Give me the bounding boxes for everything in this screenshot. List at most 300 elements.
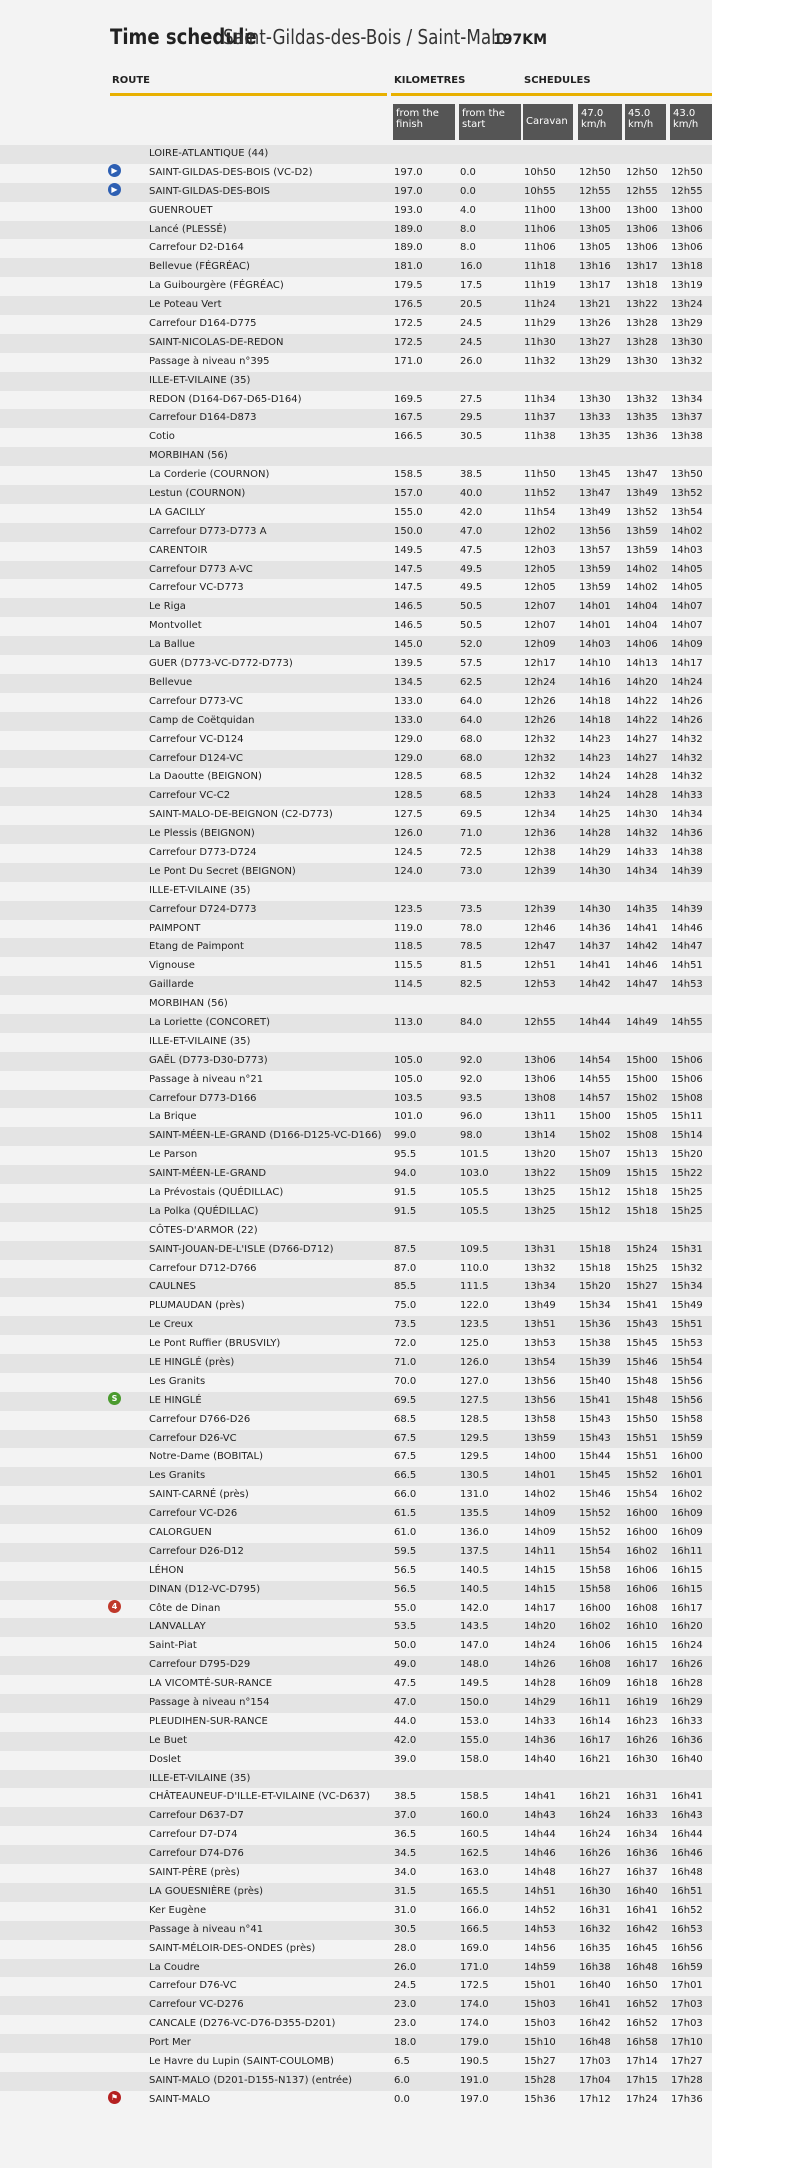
time-caravan: 11h52 xyxy=(524,488,556,500)
km-from-finish: 145.0 xyxy=(394,639,423,651)
time-45: 16h31 xyxy=(626,1791,658,1803)
km-from-start: 137.5 xyxy=(460,1545,489,1557)
time-43: 13h18 xyxy=(671,261,703,273)
play-icon: ▶ xyxy=(108,183,121,196)
km-from-start: 71.0 xyxy=(460,828,483,840)
time-47: 15h43 xyxy=(579,1432,611,1444)
place-name: SAINT-CARNÉ (près) xyxy=(149,1489,249,1501)
km-from-finish: 26.0 xyxy=(394,1961,417,1973)
place-name: La Loriette (CONCORET) xyxy=(149,1016,270,1028)
time-43: 13h06 xyxy=(671,242,703,254)
time-43: 14h39 xyxy=(671,865,703,877)
time-caravan: 12h36 xyxy=(524,828,556,840)
km-from-finish: 94.0 xyxy=(394,1168,417,1180)
km-from-finish: 181.0 xyxy=(394,261,423,273)
time-45: 15h48 xyxy=(626,1394,658,1406)
km-from-finish: 70.0 xyxy=(394,1375,417,1387)
km-from-start: 135.5 xyxy=(460,1508,489,1520)
table-row xyxy=(0,768,712,787)
time-45: 13h32 xyxy=(626,393,658,405)
time-45: 15h24 xyxy=(626,1243,658,1255)
time-43: 15h31 xyxy=(671,1243,703,1255)
time-caravan: 11h32 xyxy=(524,355,556,367)
time-43: 14h26 xyxy=(671,695,703,707)
km-from-finish: 166.5 xyxy=(394,431,423,443)
time-caravan: 14h11 xyxy=(524,1545,556,1557)
place-name: LA VICOMTÉ-SUR-RANCE xyxy=(149,1678,273,1690)
km-from-start: 40.0 xyxy=(460,488,483,500)
place-name: SAINT-MÉEN-LE-GRAND xyxy=(149,1168,267,1180)
time-caravan: 14h20 xyxy=(524,1621,556,1633)
time-47: 16h24 xyxy=(579,1810,611,1822)
time-caravan: 12h17 xyxy=(524,658,556,670)
table-row xyxy=(0,1430,712,1449)
time-47: 16h02 xyxy=(579,1621,611,1633)
km-from-finish: 133.0 xyxy=(394,695,423,707)
place-name: LANVALLAY xyxy=(149,1621,206,1633)
time-43: 13h24 xyxy=(671,299,703,311)
place-name: Carrefour D766-D26 xyxy=(149,1413,251,1425)
km-from-start: 4.0 xyxy=(460,204,476,216)
km-from-start: 142.0 xyxy=(460,1602,489,1614)
time-caravan: 14h53 xyxy=(524,1923,556,1935)
table-row xyxy=(0,1618,712,1637)
time-caravan: 14h00 xyxy=(524,1451,556,1463)
time-47: 15h12 xyxy=(579,1205,611,1217)
km-from-finish: 115.5 xyxy=(394,960,423,972)
place-name: Camp de Coëtquidan xyxy=(149,714,255,726)
time-caravan: 11h38 xyxy=(524,431,556,443)
km-from-finish: 42.0 xyxy=(394,1734,417,1746)
km-from-finish: 38.5 xyxy=(394,1791,417,1803)
time-45: 13h22 xyxy=(626,299,658,311)
time-47: 12h55 xyxy=(579,185,611,197)
time-caravan: 11h06 xyxy=(524,223,556,235)
time-47: 14h57 xyxy=(579,1092,611,1104)
time-45: 15h43 xyxy=(626,1319,658,1331)
time-caravan: 12h46 xyxy=(524,922,556,934)
time-43: 17h36 xyxy=(671,2093,703,2105)
km-from-finish: 68.5 xyxy=(394,1413,417,1425)
time-caravan: 12h55 xyxy=(524,1016,556,1028)
place-name: Carrefour D773-D724 xyxy=(149,846,257,858)
km-from-finish: 34.0 xyxy=(394,1867,417,1879)
time-45: 13h35 xyxy=(626,412,658,424)
time-45: 16h48 xyxy=(626,1961,658,1973)
table-row xyxy=(0,1883,712,1902)
time-caravan: 12h32 xyxy=(524,752,556,764)
time-43: 13h37 xyxy=(671,412,703,424)
km-from-start: 8.0 xyxy=(460,223,476,235)
time-47: 14h28 xyxy=(579,828,611,840)
time-43: 16h29 xyxy=(671,1697,703,1709)
km-from-finish: 157.0 xyxy=(394,488,423,500)
region-name: ILLE-ET-VILAINE (35) xyxy=(149,374,251,386)
time-45: 13h06 xyxy=(626,223,658,235)
time-45: 15h41 xyxy=(626,1300,658,1312)
km-from-start: 150.0 xyxy=(460,1697,489,1709)
col-caravan: Caravan xyxy=(523,104,573,140)
time-47: 14h30 xyxy=(579,903,611,915)
time-45: 14h33 xyxy=(626,846,658,858)
time-47: 14h41 xyxy=(579,960,611,972)
table-row xyxy=(0,1996,712,2015)
time-43: 17h28 xyxy=(671,2074,703,2086)
place-name: Carrefour D164-D873 xyxy=(149,412,257,424)
place-name: Carrefour VC-D26 xyxy=(149,1508,238,1520)
table-row xyxy=(0,1864,712,1883)
km-from-finish: 129.0 xyxy=(394,752,423,764)
time-45: 16h45 xyxy=(626,1942,658,1954)
km-from-start: 68.5 xyxy=(460,771,483,783)
time-45: 13h52 xyxy=(626,506,658,518)
time-47: 15h39 xyxy=(579,1357,611,1368)
km-from-start: 111.5 xyxy=(460,1281,489,1293)
table-row xyxy=(0,1411,712,1430)
km-from-finish: 124.0 xyxy=(394,865,423,877)
table-row xyxy=(0,1184,712,1203)
time-47: 17h03 xyxy=(579,2055,611,2067)
time-caravan: 14h48 xyxy=(524,1867,556,1879)
time-47: 16h06 xyxy=(579,1640,611,1652)
place-name: LA GOUESNIÈRE (près) xyxy=(149,1885,264,1897)
time-43: 15h25 xyxy=(671,1205,703,1217)
time-47: 13h33 xyxy=(579,412,611,424)
table-row xyxy=(0,1486,712,1505)
time-45: 14h41 xyxy=(626,922,658,934)
time-47: 15h12 xyxy=(579,1186,611,1198)
time-43: 15h08 xyxy=(671,1092,703,1104)
place-name: GAËL (D773-D30-D773) xyxy=(149,1054,268,1066)
region-row xyxy=(0,372,712,391)
km-from-start: 158.0 xyxy=(460,1753,489,1765)
time-47: 16h09 xyxy=(579,1678,611,1690)
time-45: 16h06 xyxy=(626,1583,658,1595)
table-row xyxy=(0,258,712,277)
place-name: Le Plessis (BEIGNON) xyxy=(149,828,255,840)
table-row xyxy=(0,1392,712,1411)
table-row xyxy=(0,1694,712,1713)
time-47: 13h29 xyxy=(579,355,611,367)
time-45: 14h04 xyxy=(626,620,658,632)
time-47: 14h42 xyxy=(579,979,611,991)
time-43: 16h53 xyxy=(671,1923,703,1935)
km-from-start: 110.0 xyxy=(460,1262,489,1274)
time-45: 14h28 xyxy=(626,771,658,783)
time-43: 17h03 xyxy=(671,1999,703,2011)
km-from-start: 179.0 xyxy=(460,2037,489,2049)
km-from-start: 16.0 xyxy=(460,261,483,273)
table-row xyxy=(0,239,712,258)
time-47: 14h30 xyxy=(579,865,611,877)
time-43: 15h34 xyxy=(671,1281,703,1293)
table-row xyxy=(0,674,712,693)
km-from-finish: 197.0 xyxy=(394,185,423,197)
time-47: 13h47 xyxy=(579,488,611,500)
time-caravan: 15h03 xyxy=(524,2018,556,2030)
km-from-start: 123.5 xyxy=(460,1319,489,1331)
time-caravan: 14h59 xyxy=(524,1961,556,1973)
time-caravan: 14h56 xyxy=(524,1942,556,1954)
km-from-start: 166.5 xyxy=(460,1923,489,1935)
time-caravan: 12h39 xyxy=(524,865,556,877)
time-caravan: 14h44 xyxy=(524,1829,556,1841)
km-from-finish: 124.5 xyxy=(394,846,423,858)
table-row xyxy=(0,504,712,523)
time-43: 14h32 xyxy=(671,752,703,764)
time-45: 14h27 xyxy=(626,733,658,745)
time-caravan: 11h24 xyxy=(524,299,556,311)
time-45: 15h02 xyxy=(626,1092,658,1104)
km-from-finish: 171.0 xyxy=(394,355,423,367)
table-row xyxy=(0,428,712,447)
time-43: 14h03 xyxy=(671,544,703,556)
time-caravan: 12h39 xyxy=(524,903,556,915)
time-43: 16h09 xyxy=(671,1508,703,1520)
time-caravan: 13h34 xyxy=(524,1281,556,1293)
km-from-finish: 67.5 xyxy=(394,1451,417,1463)
time-caravan: 14h51 xyxy=(524,1885,556,1897)
table-row xyxy=(0,2034,712,2053)
place-name: Doslet xyxy=(149,1753,181,1765)
table-row xyxy=(0,1713,712,1732)
time-43: 17h01 xyxy=(671,1980,703,1992)
time-43: 16h15 xyxy=(671,1583,703,1595)
table-row xyxy=(0,1675,712,1694)
km-from-finish: 139.5 xyxy=(394,658,423,670)
time-caravan: 10h55 xyxy=(524,185,556,197)
table-row xyxy=(0,1448,712,1467)
time-45: 16h58 xyxy=(626,2037,658,2049)
time-45: 16h00 xyxy=(626,1508,658,1520)
time-43: 16h46 xyxy=(671,1848,703,1860)
place-name: Carrefour D124-VC xyxy=(149,752,243,764)
table-row xyxy=(0,920,712,939)
time-47: 15h43 xyxy=(579,1413,611,1425)
place-name: CANCALE (D276-VC-D76-D355-D201) xyxy=(149,2018,336,2030)
route-header: ROUTE xyxy=(112,75,150,86)
time-caravan: 12h34 xyxy=(524,809,556,821)
time-43: 14h07 xyxy=(671,620,703,632)
km-from-finish: 47.5 xyxy=(394,1678,417,1690)
place-name: Carrefour D2-D164 xyxy=(149,242,244,254)
time-caravan: 13h25 xyxy=(524,1186,556,1198)
time-45: 15h25 xyxy=(626,1262,658,1274)
time-43: 14h47 xyxy=(671,941,703,953)
time-45: 15h15 xyxy=(626,1168,658,1180)
time-47: 13h05 xyxy=(579,223,611,235)
time-45: 16h17 xyxy=(626,1659,658,1671)
region-name: MORBIHAN (56) xyxy=(149,450,228,462)
place-name: Lancé (PLESSÉ) xyxy=(149,223,227,235)
table-row xyxy=(0,485,712,504)
km-from-finish: 113.0 xyxy=(394,1016,423,1028)
time-caravan: 14h09 xyxy=(524,1508,556,1520)
km-from-start: 136.0 xyxy=(460,1527,489,1539)
time-43: 14h51 xyxy=(671,960,703,972)
place-name: SAINT-MALO xyxy=(149,2093,211,2105)
table-row xyxy=(0,1316,712,1335)
time-caravan: 13h51 xyxy=(524,1319,556,1331)
place-name: Le Havre du Lupin (SAINT-COULOMB) xyxy=(149,2055,334,2067)
place-name: Carrefour D74-D76 xyxy=(149,1848,244,1860)
time-43: 13h52 xyxy=(671,488,703,500)
time-43: 15h20 xyxy=(671,1149,703,1161)
km-from-finish: 105.0 xyxy=(394,1073,423,1085)
time-43: 13h32 xyxy=(671,355,703,367)
time-43: 13h34 xyxy=(671,393,703,405)
km-from-finish: 147.5 xyxy=(394,563,423,575)
km-from-start: 166.0 xyxy=(460,1904,489,1916)
time-47: 16h17 xyxy=(579,1734,611,1746)
km-from-start: 93.5 xyxy=(460,1092,483,1104)
time-45: 16h06 xyxy=(626,1564,658,1576)
place-name: PLUMAUDAN (près) xyxy=(149,1300,245,1312)
km-from-finish: 37.0 xyxy=(394,1810,417,1822)
table-row xyxy=(0,1354,712,1373)
climb-icon: 4 xyxy=(108,1600,121,1613)
time-caravan: 14h40 xyxy=(524,1753,556,1765)
table-row xyxy=(0,1090,712,1109)
region-row xyxy=(0,995,712,1014)
table-row xyxy=(0,1845,712,1864)
region-row xyxy=(0,882,712,901)
time-caravan: 12h05 xyxy=(524,563,556,575)
table-row xyxy=(0,334,712,353)
time-caravan: 13h49 xyxy=(524,1300,556,1312)
km-from-finish: 169.5 xyxy=(394,393,423,405)
table-row xyxy=(0,1278,712,1297)
time-43: 16h44 xyxy=(671,1829,703,1841)
km-from-finish: 61.0 xyxy=(394,1527,417,1539)
km-from-start: 158.5 xyxy=(460,1791,489,1803)
km-from-start: 0.0 xyxy=(460,166,476,178)
place-name: Le Buet xyxy=(149,1734,187,1746)
km-from-start: 73.0 xyxy=(460,865,483,877)
time-47: 15h45 xyxy=(579,1470,611,1482)
time-caravan: 12h33 xyxy=(524,790,556,802)
table-row xyxy=(0,1260,712,1279)
time-43: 14h09 xyxy=(671,639,703,651)
time-caravan: 15h10 xyxy=(524,2037,556,2049)
km-from-finish: 189.0 xyxy=(394,242,423,254)
place-name: REDON (D164-D67-D65-D164) xyxy=(149,393,302,405)
km-from-finish: 134.5 xyxy=(394,676,423,688)
route-underline xyxy=(110,93,387,96)
time-45: 15h00 xyxy=(626,1073,658,1085)
time-47: 15h54 xyxy=(579,1545,611,1557)
place-name: LE HINGLÉ (près) xyxy=(149,1357,235,1368)
time-43: 13h00 xyxy=(671,204,703,216)
time-43: 16h28 xyxy=(671,1678,703,1690)
time-caravan: 12h32 xyxy=(524,733,556,745)
time-47: 13h35 xyxy=(579,431,611,443)
time-47: 14h18 xyxy=(579,695,611,707)
finish-flag-icon: ⚑ xyxy=(108,2091,121,2104)
time-47: 15h40 xyxy=(579,1375,611,1387)
time-caravan: 14h36 xyxy=(524,1734,556,1746)
km-from-start: 140.5 xyxy=(460,1564,489,1576)
region-row xyxy=(0,447,712,466)
table-row xyxy=(0,2053,712,2072)
km-from-start: 8.0 xyxy=(460,242,476,254)
km-from-finish: 56.5 xyxy=(394,1564,417,1576)
schedule-table xyxy=(0,145,712,2110)
km-from-finish: 66.0 xyxy=(394,1489,417,1501)
km-from-finish: 56.5 xyxy=(394,1583,417,1595)
km-from-finish: 118.5 xyxy=(394,941,423,953)
time-47: 15h58 xyxy=(579,1583,611,1595)
time-caravan: 12h51 xyxy=(524,960,556,972)
time-47: 17h04 xyxy=(579,2074,611,2086)
km-from-finish: 6.0 xyxy=(394,2074,410,2086)
table-row xyxy=(0,542,712,561)
time-45: 15h48 xyxy=(626,1375,658,1387)
km-from-finish: 176.5 xyxy=(394,299,423,311)
time-47: 14h23 xyxy=(579,752,611,764)
time-43: 16h40 xyxy=(671,1753,703,1765)
km-from-start: 26.0 xyxy=(460,355,483,367)
time-43: 12h50 xyxy=(671,166,703,178)
place-name: La Ballue xyxy=(149,639,195,651)
km-from-start: 38.5 xyxy=(460,469,483,481)
time-47: 13h56 xyxy=(579,525,611,537)
time-45: 15h18 xyxy=(626,1186,658,1198)
time-caravan: 13h25 xyxy=(524,1205,556,1217)
place-name: La Polka (QUÉDILLAC) xyxy=(149,1205,259,1217)
time-45: 14h27 xyxy=(626,752,658,764)
table-row xyxy=(0,617,712,636)
schedules-header: SCHEDULES xyxy=(524,75,591,86)
place-name: Carrefour D773-VC xyxy=(149,695,243,707)
time-47: 16h21 xyxy=(579,1753,611,1765)
km-from-start: 101.5 xyxy=(460,1149,489,1161)
table-row xyxy=(0,1014,712,1033)
time-caravan: 11h34 xyxy=(524,393,556,405)
table-row xyxy=(0,712,712,731)
km-from-finish: 128.5 xyxy=(394,771,423,783)
place-name: SAINT-MALO-DE-BEIGNON (C2-D773) xyxy=(149,809,333,821)
table-row xyxy=(0,1297,712,1316)
place-name: Port Mer xyxy=(149,2037,191,2049)
time-caravan: 14h26 xyxy=(524,1659,556,1671)
time-43: 14h26 xyxy=(671,714,703,726)
km-from-start: 50.5 xyxy=(460,620,483,632)
km-from-start: 163.0 xyxy=(460,1867,489,1879)
place-name: Carrefour VC-C2 xyxy=(149,790,231,802)
time-47: 16h26 xyxy=(579,1848,611,1860)
time-43: 17h10 xyxy=(671,2037,703,2049)
time-43: 15h54 xyxy=(671,1357,703,1368)
time-47: 16h35 xyxy=(579,1942,611,1954)
time-47: 15h34 xyxy=(579,1300,611,1312)
place-name: Passage à niveau n°41 xyxy=(149,1923,264,1935)
km-from-start: 109.5 xyxy=(460,1243,489,1255)
time-caravan: 14h43 xyxy=(524,1810,556,1822)
time-45: 15h46 xyxy=(626,1357,658,1368)
place-name: Vignouse xyxy=(149,960,195,972)
place-name: SAINT-JOUAN-DE-L'ISLE (D766-D712) xyxy=(149,1243,334,1255)
time-caravan: 13h53 xyxy=(524,1338,556,1350)
place-name: La Guibourgère (FÉGRÉAC) xyxy=(149,280,284,292)
time-43: 15h51 xyxy=(671,1319,703,1331)
kms-underline xyxy=(391,93,712,96)
time-47: 14h18 xyxy=(579,714,611,726)
place-name: Lestun (COURNON) xyxy=(149,488,246,500)
place-name: Le Parson xyxy=(149,1149,198,1161)
place-name: CALORGUEN xyxy=(149,1527,212,1539)
table-row xyxy=(0,561,712,580)
